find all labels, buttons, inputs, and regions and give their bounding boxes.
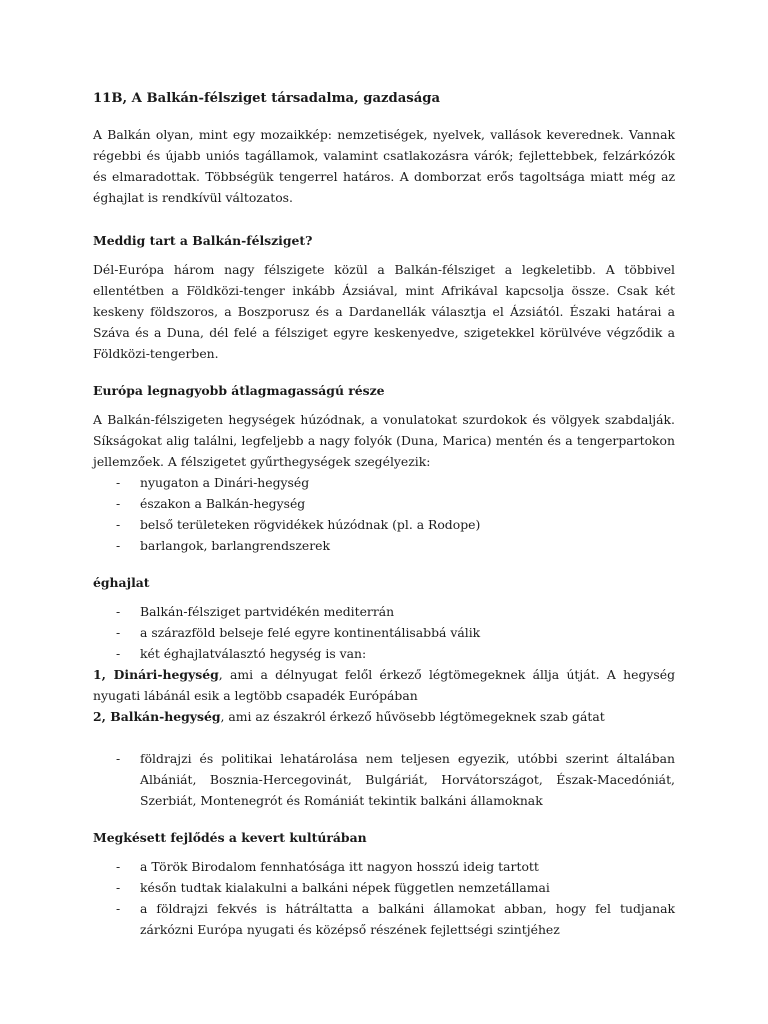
dash-bullet: - <box>116 538 121 553</box>
climate-list <box>93 601 675 664</box>
dash-bullet: - <box>116 517 121 532</box>
list-item: - későn tudtak kialakulni a balkáni népek független nemzetállamai <box>93 877 675 898</box>
section-text-extent: Dél-Európa három nagy félszigete közül a Balkán-félsziget a legkeletibb. A többivel ellentétben a Földközi-tenger inkább Ázsiával, mint Afrikával kapcsolja össze. Csak két keskeny földszoros, a Boszporusz és a Dardanellák választja el Ázsiától. Északi határai a Száva és a Duna, dél felé a félsziget egyre keskenyedve, szigetekkel körülvéve végződik a Földközi-tengerben. <box>93 262 675 361</box>
section-extent <box>93 230 675 364</box>
dash-bullet: - <box>116 475 121 490</box>
section-heading-altitude: Európa legnagyobb átlagmagasságú része <box>93 383 385 398</box>
list-item: - északon a Balkán-hegység <box>93 493 675 514</box>
document-title: 11B, A Balkán-félsziget társadalma, gazdasága <box>93 91 441 106</box>
intro-paragraph: A Balkán olyan, mint egy mozaikkép: nemzetiségek, nyelvek, vallások keverednek. Vannak régebbi és újabb uniós tagállamok, valamint csatlakozásra várók; fejlettebbek, felzárkózók és elmaradottak. Többségük tengerrel határos. A domborzat erős tagoltsága miatt még az éghajlat is rendkívül változatos. <box>93 127 675 205</box>
section-climate <box>93 572 675 811</box>
dash-bullet: - <box>116 751 121 766</box>
list-item: - a földrajzi fekvés is hátráltatta a balkáni államokat abban, hogy fel tudjanak zárkózni Európa nyugati és középső részének fejlettségi szintjéhez <box>93 898 675 940</box>
dash-bullet: - <box>116 880 121 895</box>
section-heading-extent: Meddig tart a Balkán-félsziget? <box>93 233 313 248</box>
dash-bullet: - <box>116 646 121 661</box>
section-heading-development: Megkésett fejlődés a kevert kultúrában <box>93 830 367 845</box>
spacer <box>93 727 675 748</box>
list-item: - belső területeken rögvidékek húzódnak (pl. a Rodope) <box>93 514 675 535</box>
section-text-altitude: A Balkán-félszigeten hegységek húzódnak, a vonulatokat szurdokok és völgyek szabdalják. Síkságokat alig találni, legfeljebb a nagy folyók (Duna, Marica) mentén és a tengerpartokon jellemzőek. A félszigetet gyűrthegységek szegélyezik: <box>93 412 675 469</box>
section-heading-climate: éghajlat <box>93 575 150 590</box>
list-item: - két éghajlatválasztó hegység is van: <box>93 643 675 664</box>
list-item: - a szárazföld belseje felé egyre kontinentálisabbá válik <box>93 622 675 643</box>
list-item: - a Török Birodalom fennhatósága itt nagyon hosszú ideig tartott <box>93 856 675 877</box>
altitude-list <box>93 472 675 556</box>
list-item: - nyugaton a Dinári-hegység <box>93 472 675 493</box>
climate-extra-list <box>93 748 675 811</box>
dash-bullet: - <box>116 496 121 511</box>
list-item: - barlangok, barlangrendszerek <box>93 535 675 556</box>
numbered-item-2: 2, Balkán-hegység, ami az északról érkező hűvösebb légtömegeknek szab gátat <box>93 709 605 724</box>
numbered-item-1: 1, Dinári-hegység, ami a délnyugat felől érkező légtömegeknek állja útját. A hegység nyugati lábánál esik a legtöbb csapadék Európában <box>93 667 675 703</box>
development-list <box>93 856 675 940</box>
list-item: - Balkán-félsziget partvidékén mediterrán <box>93 601 675 622</box>
dash-bullet: - <box>116 859 121 874</box>
section-development <box>93 827 675 940</box>
dash-bullet: - <box>116 625 121 640</box>
dash-bullet: - <box>116 901 121 916</box>
list-item: - földrajzi és politikai lehatárolása nem teljesen egyezik, utóbbi szerint általában Albániát, Bosznia-Hercegovinát, Bulgáriát, Horvátországot, Észak-Macedóniát, Szerbiát, Montenegrót és Romániát tekintik balkáni államoknak <box>93 748 675 811</box>
dash-bullet: - <box>116 604 121 619</box>
section-altitude <box>93 380 675 556</box>
